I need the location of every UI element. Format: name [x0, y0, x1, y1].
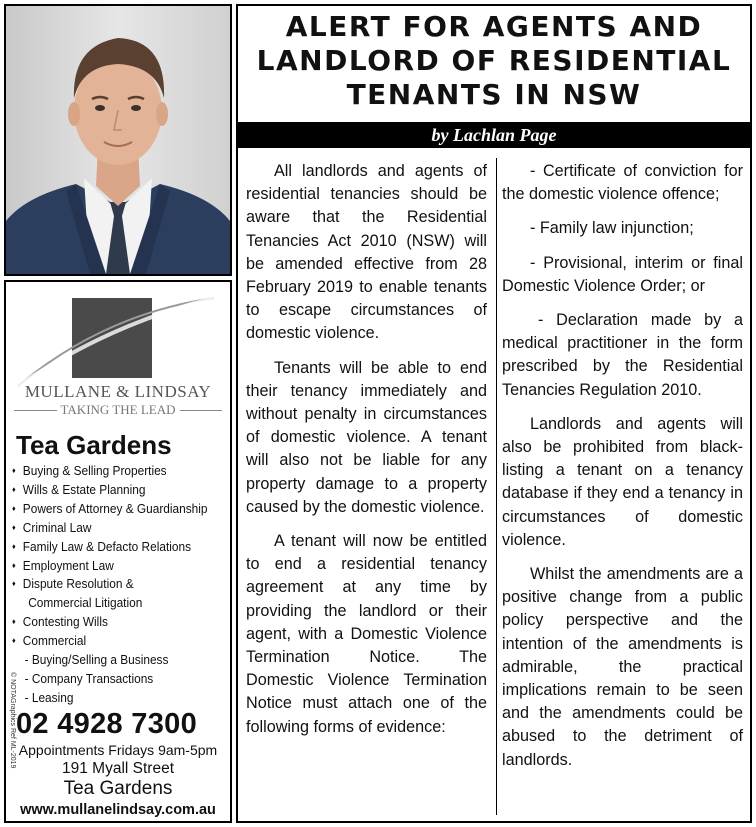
phone-number: 02 4928 7300	[16, 708, 197, 740]
article-column-2	[502, 160, 743, 783]
service-item: Commercial Litigation	[28, 595, 143, 611]
appointment-hours: Appointments Fridays 9am-5pm	[18, 742, 218, 758]
street-address: 191 Myall Street	[62, 760, 174, 777]
article-paragraph: All landlords and agents of residential tenancies should be aware that the Residential Tenancies Act 2010 (NSW) will be amended effective from 28 February 2019 to enable tenants to escape circumstances of domestic violence.	[246, 162, 487, 343]
firm-name: MULLANE & LINDSAY	[24, 382, 212, 401]
article-paragraph: - Certificate of conviction for the domestic violence offence;	[502, 162, 743, 204]
tagline-rule-right	[180, 410, 223, 411]
service-item: ♦ Buying & Selling Properties	[12, 462, 224, 481]
column-divider	[496, 158, 497, 815]
article-paragraph: Whilst the amendments are a positive change from a public policy perspective and the intention of the amendments is admirable, the practical implications remain to be seen and the amendments could be abused to the detriment of landlords.	[502, 565, 743, 769]
logo-mark-icon	[14, 294, 224, 394]
graphics-credit: © NOTAGraphics Ref ML-2019	[9, 672, 16, 769]
suburb: Tea Gardens	[63, 778, 173, 799]
website-link[interactable]: www.mullanelindsay.com.au	[20, 802, 216, 818]
article-byline: by Lachlan Page	[238, 122, 750, 148]
article-paragraph: A tenant will now be entitled to end a residential tenancy agreement at any time by providing the landlord or their agent, with a Domestic Violence Termination Notice. The Domestic Violence Termination Notice must attach one of the following forms of evidence:	[246, 532, 487, 736]
service-item: ♦ Criminal Law	[12, 519, 224, 538]
office-town-heading: Tea Gardens	[16, 430, 172, 460]
service-item: ♦ Commercial	[12, 632, 224, 651]
author-photo	[4, 4, 232, 276]
article-column-1	[246, 160, 487, 750]
service-item: ♦ Powers of Attorney & Guardianship	[12, 500, 224, 519]
article-paragraph: - Family law injunction;	[530, 219, 694, 238]
service-item: ♦ Family Law & Defacto Relations	[12, 538, 224, 557]
tagline-rule-left	[14, 410, 57, 411]
service-item: ♦ Wills & Estate Planning	[12, 481, 224, 500]
article-headline: ALERT FOR AGENTS AND LANDLORD OF RESIDENTIAL TENANTS IN NSW	[256, 10, 732, 111]
law-firm-advertisement	[4, 280, 232, 823]
services-list	[12, 462, 224, 708]
article-paragraph: - Declaration made by a medical practitioner in the form prescribed by the Residential Tenancies Regulation 2010.	[502, 311, 743, 399]
service-item: - Buying/Selling a Business	[24, 652, 169, 668]
service-item: - Leasing	[24, 689, 74, 705]
portrait-image	[6, 6, 230, 274]
article-paragraph: - Provisional, interim or final Domestic Violence Order; or	[502, 253, 743, 295]
article-paragraph: Tenants will be able to end their tenancy immediately and without penalty in circumstances of domestic violence. A tenant will also not be liable for any property damage to a property caused by the domestic violence.	[246, 358, 487, 516]
article-paragraph: Landlords and agents will also be prohibited from black-listing a tenant on a tenancy database if they end a tenancy in circumstances of domestic violence.	[502, 414, 743, 549]
service-item: ♦ Dispute Resolution &	[12, 575, 224, 594]
service-item: - Company Transactions	[24, 670, 154, 686]
firm-logo	[14, 294, 224, 394]
service-item: ♦ Employment Law	[12, 557, 224, 576]
tagline-text: TAKING THE LEAD	[60, 402, 176, 417]
service-item: ♦ Contesting Wills	[12, 613, 224, 632]
article	[236, 4, 752, 823]
firm-tagline	[10, 402, 226, 418]
